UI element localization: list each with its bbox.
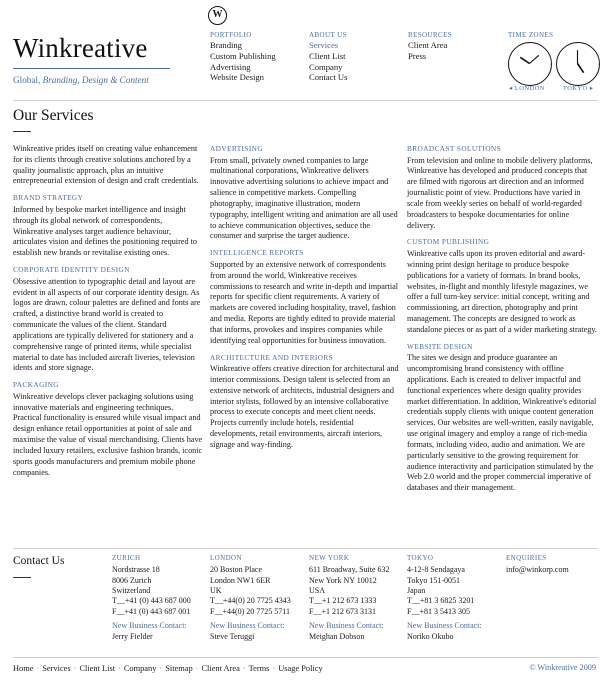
body-broadcast-solutions: From television and online to mobile delivery platforms, Winkreative has developed and produced concepts that are filmed with rigorous art direction and an informed journalistic point of view. Productions have varied in scale from weekly series on behalf of world-regarded broadcasters to bespoke documentaries for online delivery. xyxy=(407,155,593,230)
tokyo-clock xyxy=(556,42,600,86)
tz-next-arrow-icon[interactable]: ▸ xyxy=(589,85,594,92)
contact-divider xyxy=(13,548,598,549)
tagline-rule xyxy=(13,68,170,69)
services-intro: Winkreative prides itself on creating value enhancement for its clients through creative solutions anchored by a quality journalistic approach, plus an intuitive entrepreneurial extension of design and craft credentials. xyxy=(13,144,199,186)
office-city: TOKYO xyxy=(407,554,434,562)
london-clock xyxy=(508,42,552,86)
services-column-3 xyxy=(407,144,597,500)
heading-corporate-identity: CORPORATE IDENTITY DESIGN xyxy=(13,265,130,275)
title-underline xyxy=(13,131,31,132)
office-zurich xyxy=(112,554,191,642)
new-business-label: New Business Contact: xyxy=(309,621,384,631)
office-address-line: UK xyxy=(210,586,222,596)
office-london xyxy=(210,554,291,642)
heading-advertising: ADVERTISING xyxy=(210,144,264,153)
office-address-line: 20 Boston Place xyxy=(210,565,262,575)
body-custom-publishing: Winkreative calls upon its proven editorial and award-winning print design heritage to produce bespoke publications for a variety of formats. In brand books, websites, in-flight and monthly lifestyle magazines, we offer a full turn-key service: initial concept, writing and commissioning, art direction, photography and print management. The concepts are designed to work as standalone pieces or as part of a wider marketing strategy. xyxy=(407,249,597,334)
logo-letter: W xyxy=(212,9,223,20)
winkreative-logo-mark[interactable] xyxy=(208,6,227,25)
footer-link-terms[interactable]: Terms xyxy=(248,664,270,673)
tagline-lead: Global, xyxy=(13,75,41,85)
nav-heading-portfolio: PORTFOLIO xyxy=(210,31,252,39)
office-fax: F__+1 212 673 3131 xyxy=(309,606,376,616)
new-business-name: Jerry Fielder xyxy=(112,631,153,641)
office-new-york xyxy=(309,554,390,642)
office-address-line: Nordstrasse 18 xyxy=(112,565,160,575)
time-zones-heading: TIME ZONES xyxy=(508,31,554,39)
new-business-name: Steve Teruggi xyxy=(210,631,255,641)
office-address-line: 4-12-8 Sendagaya xyxy=(407,565,465,575)
body-intelligence-reports: Supported by an extensive network of correspondents from around the world, Winkreative receives commissions to research and write in-depth and impartial reports for specific client requirements. A variety of markets are covered including hospitality, travel, fashion and media. Reports are tightly edited to provide material that informs, provokes and inspires companies while identifying real opportunities for business innovation. xyxy=(210,259,399,345)
nav-link-press[interactable]: Press xyxy=(408,50,427,61)
footer-nav: Home · Services · Client List · Company · Sitemap · Client Area · Terms · Usage Policy xyxy=(13,664,323,673)
new-business-label: New Business Contact: xyxy=(112,621,187,631)
page-title: Our Services xyxy=(13,107,94,124)
footer-divider xyxy=(13,657,598,658)
heading-packaging: PACKAGING xyxy=(13,380,59,390)
heading-website-design: WEBSITE DESIGN xyxy=(407,341,473,351)
nav-link-website-design[interactable]: Website Design xyxy=(210,72,264,83)
nav-heading-about-us: ABOUT US xyxy=(309,31,347,39)
nav-about-us xyxy=(309,31,399,83)
footer-link-company[interactable]: Company xyxy=(123,664,157,673)
nav-link-advertising[interactable]: Advertising xyxy=(210,61,251,72)
office-fax: F__+81 3 5413 305 xyxy=(407,606,470,616)
tokyo-clock-hands-icon xyxy=(557,43,598,84)
footer-link-services[interactable]: Services xyxy=(42,664,71,673)
office-address-line: Switzerland xyxy=(112,586,151,596)
brand-tagline xyxy=(13,74,149,86)
new-business-label: New Business Contact: xyxy=(407,621,482,631)
office-phone: T__+41 (0) 443 687 000 xyxy=(112,596,191,606)
header-divider xyxy=(13,100,598,101)
footer-link-sitemap[interactable]: Sitemap xyxy=(165,664,193,673)
body-architecture-interiors: Winkreative offers creative direction for architectural and interior commissions. Design talent is selected from an extensive network of architects, industrial designers and interior stylists, followed by an intensive collaborative process to execute concepts and meet client needs. Projects currently include hotels, residential developments, retail environments, aircraft interiors, signage and way-finding. xyxy=(210,364,399,449)
tz-label-london[interactable]: LONDON xyxy=(514,85,545,92)
heading-brand-strategy: BRAND STRATEGY xyxy=(13,193,84,203)
services-column-2 xyxy=(210,144,400,457)
office-address-line: 611 Broadway, Suite 632 xyxy=(309,565,390,575)
brand-name[interactable]: Winkreative xyxy=(13,33,148,63)
office-address-line: Japan xyxy=(407,586,426,596)
new-business-name: Noriko Okubo xyxy=(407,631,454,641)
heading-intelligence-reports: INTELLIGENCE REPORTS xyxy=(210,248,304,258)
nav-link-custom-publishing[interactable]: Custom Publishing xyxy=(210,50,276,61)
footer-link-client-list[interactable]: Client List xyxy=(79,664,116,673)
nav-heading-resources: RESOURCES xyxy=(408,31,453,39)
office-city: NEW YORK xyxy=(309,554,350,562)
body-website-design: The sites we design and produce guarantee an uncompromising brand consistency with offline applications. Each is created to deliver impactful and functional experiences where design quality provides market differentiation. In addition, Winkreative's editorial credentials supply clients with unique content generation services. Our websites are well-written, easily navigable, use original imagery and employ a range of rich-media formats, including video, audio and animation. We are particularly sensitive to the growing requirement for audience interactivity and participation stimulated by the Web 2.0 world and the proper commercial imperative of databases and their management. xyxy=(407,353,597,493)
services-column-1 xyxy=(13,144,203,484)
contact-title: Contact Us xyxy=(13,555,65,567)
heading-architecture-interiors: ARCHITECTURE AND INTERIORS xyxy=(210,352,334,362)
office-address-line: New York NY 10012 xyxy=(309,575,377,585)
body-brand-strategy: Informed by bespoke market intelligence and insight through its global network of correspondents, Winkreative analyses target audience behaviour, articulates vision and defines the positioning required to establish new brands or revitalise existing ones. xyxy=(13,204,197,258)
office-address-line: Tokyo 151-0051 xyxy=(407,575,460,585)
body-advertising: From small, privately owned companies to large multinational corporations, Winkreative delivers innovative advertising solutions to achieve impact and salience in competitive markets. Compelling photography, imaginative illustration, modern typography, intelligent writing and animation are all used to achieve communication objectives, seduce the consumer and surprise the target audience. xyxy=(210,155,398,241)
body-packaging: Winkreative develops clever packaging solutions using innovative materials and engineering techniques. Practical functionality is ensured while visual impact and design enhance retail opportunities at point of sale and maximise the value of visual merchandising. Clients have included luxury retailers, exclusive fashion brands, iconic sports goods manufacturers and premium mobile phone companies. xyxy=(13,391,203,477)
nav-link-client-list[interactable]: Client List xyxy=(309,50,346,61)
office-phone: T__+81 3 6825 3201 xyxy=(407,596,475,606)
enquiries-email-link[interactable]: info@winkorp.com xyxy=(506,565,569,575)
footer-link-usage-policy[interactable]: Usage Policy xyxy=(278,664,323,673)
office-fax: F__+41 (0) 443 687 001 xyxy=(112,606,191,616)
tagline-rest: Branding, Design & Content xyxy=(42,75,149,85)
body-corporate-identity: Obsessive attention to typographic detail and layout are evident in all aspects of our corporate identity design. As logos are drawn, colour palettes are defined and fonts are crafted, a distinctive brand world is created to communicate the values of the client. Standard applications are typically delivered for stationery and a comprehensive range of printed items, while specialist material to date has included aircraft liveries, television idents and store signage. xyxy=(13,276,201,373)
nav-link-contact-us[interactable]: Contact Us xyxy=(309,72,348,83)
contact-title-underline xyxy=(13,577,31,578)
footer-link-home[interactable]: Home xyxy=(13,664,34,673)
footer-link-client-area[interactable]: Client Area xyxy=(201,664,240,673)
enquiries-heading: ENQUIRIES xyxy=(506,554,547,562)
london-clock-hands-icon xyxy=(509,43,550,84)
office-tokyo xyxy=(407,554,482,642)
nav-link-company[interactable]: Company xyxy=(309,61,343,72)
nav-portfolio xyxy=(210,31,300,83)
new-business-name: Meighan Dobson xyxy=(309,631,365,641)
office-phone: T__+1 212 673 1333 xyxy=(309,596,377,606)
nav-link-client-area[interactable]: Client Area xyxy=(408,40,448,51)
copyright: © Winkreative 2009 xyxy=(529,663,596,672)
nav-link-branding[interactable]: Branding xyxy=(210,40,242,51)
tz-prev-arrow-icon[interactable]: ◂ xyxy=(509,85,513,92)
tz-label-tokyo[interactable]: TOKYO xyxy=(562,85,588,92)
heading-custom-publishing: CUSTOM PUBLISHING xyxy=(407,237,490,247)
office-address-line: 8006 Zurich xyxy=(112,575,152,585)
nav-link-services[interactable]: Services xyxy=(309,40,339,51)
office-address-line: London NW1 6ER xyxy=(210,575,271,585)
enquiries xyxy=(506,554,569,576)
new-business-label: New Business Contact: xyxy=(210,621,285,631)
nav-resources xyxy=(408,31,498,62)
time-zone-labels xyxy=(509,85,593,93)
heading-broadcast-solutions: BROADCAST SOLUTIONS xyxy=(407,144,502,153)
office-address-line: USA xyxy=(309,586,326,596)
office-phone: T__+44(0) 20 7725 4343 xyxy=(210,596,291,606)
office-city: LONDON xyxy=(210,554,242,562)
office-city: ZURICH xyxy=(112,554,141,562)
office-fax: F__+44(0) 20 7725 5711 xyxy=(210,606,290,616)
